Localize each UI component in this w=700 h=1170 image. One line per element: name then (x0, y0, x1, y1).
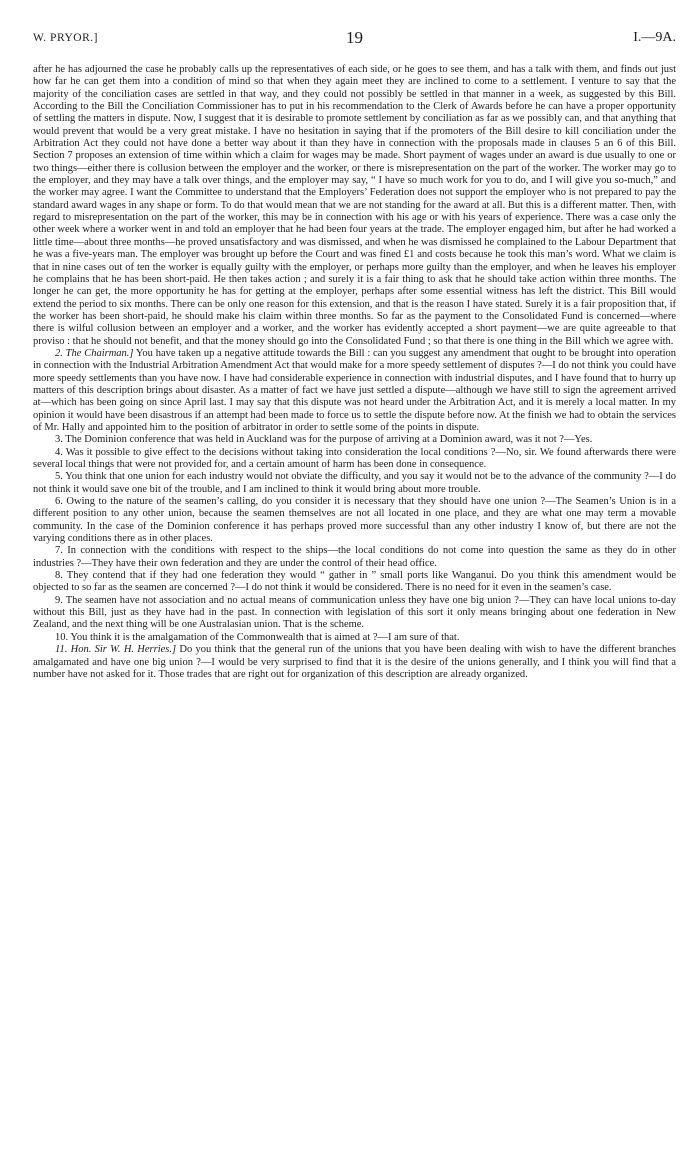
paragraph (33, 496, 676, 545)
speaker-label: 11. Hon. Sir W. H. Herries.] (55, 644, 177, 656)
paragraph-text: 9. The seamen have not association and no actual means of communication unless they have one big union ?—They can have local unions to-day without this Bill, just as they have had in the past. In connection with legislation of this sort it only means bringing about one federation in New Zealand, and the next thing will be one Australasian union. That is the scheme. (33, 594, 676, 631)
paragraph (33, 570, 676, 595)
paragraph (33, 595, 676, 632)
paragraph (33, 64, 676, 348)
paragraph-text: after he has adjourned the case he probably calls up the representatives of each side, or he goes to see them, and has a talk with them, and finds out just how far he can get them into a condition of mind so that when they again meet they are inclined to come to a settlement. I venture to say that the majority of the conciliation cases are settled in that way, and they could not possibly be settled in that manner in a week, as suggested by this Bill. According to the Bill the Conciliation Commissioner has to put in his recommendation to the Clerk of Awards before he can have a proper opportunity of settling the matters in dispute. Now, I suggest that it is desirable to promote settlement by conciliation as far as we possibly can, and that anything that would prevent that would be a very great mistake. I have no hesitation in saying that if the promoters of the Bill desire to kill conciliation under the Arbitration Act they could not have done a better way about it than they have in connection with the proposals made in clauses 5 an 6 of this Bill. Section 7 proposes an extension of time within which a claim for wages may be made. Short payment of wages under an award is due usually to one or two things—either there is collusion between the employer and the worker, or there is misrepresentation on the part of the worker. The worker may go to the employer, and they may have a talk over things, and the employer may say, “ I have so much work for you to do, and I will give you so-much,” and the worker may agree. I want the Committee to understand that the Employers’ Federation does not support the employer who is not prepared to pay the standard award wages in any shape or form. To do that would mean that we are not standing for the award at all. But this is a different matter. Then, with regard to misrepresentation on the part of the worker, this may be in connection with his age or with his years of experience. There was a case only the other week where a worker went in and told an employer that he had been four years at the trade. The employer engaged him, but after he had worked a little time—about three months—he proved unsatisfactory and was dismissed, and when he was dismissed he complained to the Labour Department that he was a five-years man. The employer was brought up before the Court and was fined £1 and costs because he took this man’s word. What we claim is that in nine cases out of ten the worker is equally guilty with the employer, or perhaps more guilty than the employer, and when he leaves his employer he complains that he has been short-paid. He then takes action ; and surely it is a fair thing to ask that he should take action within three months. The longer he can get, the more opportunity he has for getting at the employer, perhaps after some essential witness has left the district. This Bill would extend the period to six months. There can be only one reason for this extension, and that is the reason I have stated. Surely it is a fair proposition that, if the worker has been short-paid, he should make his claim within three months. So far as the payment to the Consolidated Fund is concerned—where there is wilful collusion between an employer and a worker, and the worker has evidently accepted a short payment—we are quite agreeable to that proviso : that he should not benefit, and that the money should go into the Consolidated Fund ; so that there is one thing in the Bill which we agree with. (33, 64, 676, 347)
paragraph-text: 10. You think it is the amalgamation of the Commonwealth that is aimed at ?—I am sure of that. (55, 631, 460, 643)
paragraph-text: 3. The Dominion conference that was held in Auckland was for the purpose of arriving at a Dominion award, was it not ?—Yes. (55, 434, 593, 446)
paragraph-text: Do you think that the general run of the unions that you have been dealing with wish to have the different branches amalgamated and have one big union ?—I would be very surprised to find that it is the desire of the unions generally, and I think you will find that a number have not asked for it. Those trades that are right out for organization of this description are already organized. (33, 644, 676, 680)
paragraph (33, 545, 676, 570)
paragraph-text: 5. You think that one union for each industry would not obviate the difficulty, and you say it would not be to the advance of the community ?—I do not think it would save one bit of the trouble, and I am inclined to think it would bring about more trouble. (33, 471, 676, 495)
document-page (33, 28, 676, 681)
paragraph (33, 434, 676, 446)
paragraph-text: 4. Was it possible to give effect to the decisions without taking into consideration the local conditions ?—No, sir. We found afterwards there were several local things that were not provided for, and a certain amount of harm has been done in consequence. (33, 446, 676, 470)
paragraph-text: 6. Owing to the nature of the seamen’s calling, do you consider it is necessary that they should have one union ?—The Seamen’s Union is in a different position to any other union, because the seamen themselves are not all located in one place, and they are what one may term a movable community. In the case of the Dominion conference it has perhaps proved more successful than any other industry I know of, but there are not the varying conditions there as in other places. (33, 496, 676, 545)
paragraph-text: 8. They contend that if they had one federation they would “ gather in ” small ports like Wanganui. Do you think this amendment would be objected to so far as the seamen are concerned ?—I do not think it would be considered. There is no need for it even in the seamen’s case. (33, 570, 676, 594)
page-number: 19 (346, 28, 363, 47)
paragraph (33, 471, 676, 496)
paragraph (33, 632, 676, 644)
paragraph-text: 7. In connection with the conditions with respect to the ships—the local conditions do not come into question the same as they do in other industries ?—They have their own federation and they are under the control of their head office. (33, 545, 676, 569)
paragraph (33, 644, 676, 681)
document-reference: I.—9A. (633, 30, 676, 45)
page-header (33, 28, 676, 56)
speaker-label: 2. The Chairman.] (55, 347, 134, 359)
paragraph-text: You have taken up a negative attitude towards the Bill : can you suggest any amendment that ought to be brought into operation in connection with the Industrial Arbitration Amendment Act that would make for a more speedy settlement of disputes ?—I do not think you could have more speedy settlements than you have now. I have had considerable experience in connection with industrial disputes, and I have found that to hurry up matters of this description brings about disaster. As a matter of fact we have just settled a dispute—although we have still to sign the agreement arrived at—which has been going on since April last. I may say that this dispute was not heard under the Arbitration Act, and it is merely a local matter. In my opinion it would have been disastrous if an attempt had been made to force us to settle the dispute before now. At the finish we had to obtain the services of Mr. Hally and appointed him to the position of arbitrator in order to settle some of the points in dispute. (33, 347, 676, 433)
header-witness-name: W. PRYOR.] (33, 32, 98, 44)
paragraph (33, 447, 676, 472)
paragraph (33, 348, 676, 434)
document-body (33, 64, 676, 681)
